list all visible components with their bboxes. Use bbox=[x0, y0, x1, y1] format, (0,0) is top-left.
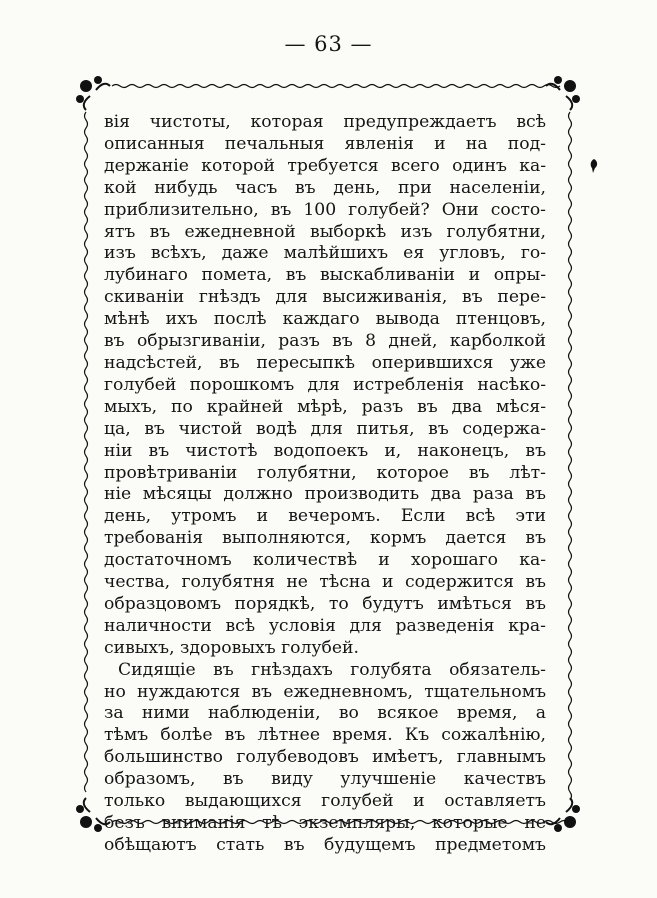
text-line: вія чистоты, которая предупреждаетъ всѣ bbox=[104, 112, 546, 132]
text-line: надсѣстей, въ пересыпкѣ оперившихся уже bbox=[104, 352, 546, 373]
text-line: чества, голубятня не тѣсна и содержится въ bbox=[104, 572, 546, 593]
text-line: сивыхъ, здоровыхъ голубей. bbox=[104, 637, 359, 658]
text-line: ятъ въ ежедневной выборкѣ изъ голубятни, bbox=[104, 221, 546, 242]
top-left-corner-ornament bbox=[76, 76, 110, 110]
left-wavy-rule bbox=[85, 112, 88, 792]
text-line: провѣтриваніи голубятни, которое въ лѣт- bbox=[104, 462, 546, 483]
top-right-corner-ornament bbox=[546, 76, 580, 110]
text-line: требованія выполняются, кормъ дается въ bbox=[104, 528, 546, 549]
text-line: въ обрызгиваніи, разъ въ 8 дней, карболкой bbox=[104, 331, 546, 352]
text-line: обѣщаютъ стать въ будущемъ предметомъ bbox=[104, 834, 546, 855]
text-line: мѣнѣ ихъ послѣ каждаго вывода птенцовъ, bbox=[104, 309, 546, 330]
bottom-right-corner-ornament bbox=[546, 798, 580, 832]
text-line: Сидящіе въ гнѣздахъ голубята обязатель- bbox=[118, 659, 546, 680]
text-line: но нуждаются въ ежедневномъ, тщательномъ bbox=[104, 681, 546, 702]
text-line: достаточномъ количествѣ и хорошаго ка- bbox=[104, 550, 546, 571]
body-text bbox=[104, 112, 546, 857]
text-line: образомъ, въ виду улучшеніе качествъ bbox=[104, 769, 546, 790]
text-line: скиваніи гнѣздъ для высиживанія, въ пере- bbox=[104, 287, 546, 308]
text-line: день, утромъ и вечеромъ. Если всѣ эти bbox=[104, 506, 546, 527]
text-line: безъ вниманія тѣ экземпляры, которые не bbox=[104, 813, 546, 833]
text-line: голубей порошкомъ для истребленія насѣко- bbox=[104, 374, 546, 395]
text-line: лубинаго помета, въ выскабливаніи и опры- bbox=[104, 265, 546, 286]
top-wavy-rule bbox=[112, 85, 560, 88]
ink-blot-mark bbox=[590, 159, 598, 173]
text-line: только выдающихся голубей и оставляетъ bbox=[104, 791, 546, 812]
text-line: кой нибудь часъ въ день, при населеніи, bbox=[104, 177, 546, 198]
text-line: держаніе которой требуется всего одинъ ка- bbox=[104, 155, 546, 176]
page-number: — 63 — bbox=[284, 32, 373, 56]
text-line: приблизительно, въ 100 голубей? Они состо- bbox=[104, 199, 546, 220]
right-wavy-rule bbox=[569, 112, 572, 800]
text-line: ніе мѣсяцы должно производить два раза въ bbox=[104, 484, 546, 505]
text-line: за ними наблюденіи, во всякое время, а bbox=[104, 703, 546, 724]
text-line: ніи въ чистотѣ водопоекъ и, наконецъ, въ bbox=[104, 440, 546, 461]
text-line: тѣмъ болѣе въ лѣтнее время. Къ сожалѣнію, bbox=[104, 725, 546, 746]
text-line: большинство голубеводовъ имѣетъ, главнымъ bbox=[104, 747, 546, 768]
text-line: описанныя печальныя явленія и на под- bbox=[104, 133, 546, 154]
text-line: ца, въ чистой водѣ для питья, въ содержа- bbox=[104, 418, 546, 439]
text-line: наличности всѣ условія для разведенія кра- bbox=[104, 615, 546, 636]
text-line: изъ всѣхъ, даже малѣйшихъ ея угловъ, го- bbox=[104, 243, 546, 264]
text-line: мыхъ, по крайней мѣрѣ, разъ въ два мѣся- bbox=[104, 396, 546, 417]
text-line: образцовомъ порядкѣ, то будутъ имѣться въ bbox=[104, 593, 546, 614]
